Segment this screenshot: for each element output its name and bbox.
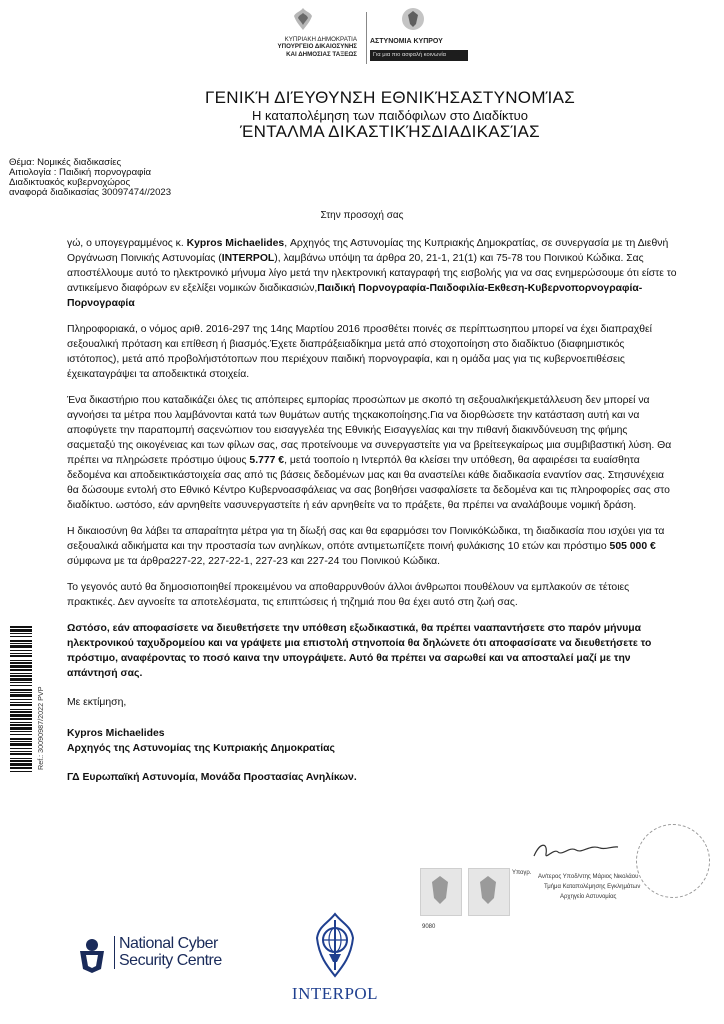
- signer-title: Αρχηγός της Αστυνομίας της Κυπριακής Δημοκρατίας: [67, 743, 335, 754]
- police-crest-icon: [400, 6, 426, 32]
- department: ΓΔ Ευρωπαϊκή Αστυνομία, Μονάδα Προστασίας Ανηλίκων.: [67, 772, 357, 783]
- paragraph: [67, 524, 677, 569]
- logo-divider: [366, 12, 367, 64]
- stamp-label: Τμήμα Καταπολέμησης Εγκλημάτων: [544, 884, 641, 890]
- ministry-logo-line: ΚΥΠΡΙΑΚΗ ΔΗΜΟΚΡΑΤΙΑ: [284, 36, 357, 43]
- meta-category: Διαδικτυακός κυβερνοχώρος: [9, 177, 131, 188]
- official-stamp: [420, 828, 710, 938]
- royal-crest-icon: [74, 935, 110, 975]
- greeting: Στην προσοχή σας: [320, 210, 404, 221]
- ncsc-line: National Cyber: [119, 935, 218, 952]
- interpol-logo: [280, 910, 390, 1020]
- case-meta: [9, 158, 171, 198]
- ministry-logo: [243, 6, 363, 68]
- meta-reference: αναφορά διαδικασίας 30097474//2023: [9, 187, 172, 198]
- penalty-amount: 505 000 €: [609, 541, 656, 552]
- police-logo-name: ΑΣΤΥΝΟΜΙΑ ΚΥΠΡΟΥ: [370, 38, 443, 45]
- text: σύμφωνα με τα άρθρα227-22, 227-22-1, 227-23 και 227-24 του Ποινικού Κώδικα.: [67, 556, 441, 567]
- paragraph: Το γεγονός αυτό θα δημοσιοποιηθεί προκειμένου να αποθαρρυνθούν άλλοι άνθρωποι πουθέλουν να εμπλακούν σε τέτοιες πρακτικές. Δεν αγνοείτε τα αποτελέσματα, τις επιπτώσεις ή τηζημιά που θα έχει αυτό στη ζωή σας.: [67, 582, 630, 608]
- fine-amount: 5.777 €: [249, 455, 285, 466]
- text: γώ, ο υπογεγραμμένος κ.: [67, 238, 187, 249]
- document-title: ΓΕΝΙΚΉ ΔΙΈΥΘΥΝΣΗ ΕΘΝΙΚΉΣΑΣΤΥΝΟΜΊΑΣ: [204, 88, 576, 107]
- barcode-reference: Ref.: 30090987/2022 PVP: [36, 686, 45, 770]
- closing: Με εκτίμηση,: [67, 697, 127, 708]
- coat-of-arms-icon: [476, 874, 500, 906]
- ncsc-logo-text: [114, 936, 222, 969]
- interpol-emblem-icon: [305, 910, 365, 982]
- barcode-icon: [10, 626, 32, 772]
- ncsc-logo: [74, 935, 234, 990]
- paragraph: [67, 393, 677, 513]
- signer-name: Kypros Michaelides: [67, 728, 165, 739]
- signature-block: [67, 726, 677, 756]
- charges: Παιδική Πορνογραφία-Παιδοφιλία-Εκθεση-Κυβερνοπορνογραφία-Πορνογραφία: [67, 283, 643, 309]
- document-subtitle: Η καταπολέμηση των παιδόφιλων στο Διαδίκτυο: [251, 108, 528, 123]
- paragraph-bold: Ωστόσο, εάν αποφασίσετε να διευθετήσετε την υπόθεση εξωδικαστικά, θα πρέπει νααπαντήσετε στο παρόν μήνυμα ηλεκτρονικού ταχυδρομείου και να γράψετε μια επιστολή στηνοποία θα δηλώνετε ότι αποφασίσατε να διευθετήσετε το πρόστιμο, αναφέροντας το ποσό καινα την υπογράψετε. Αυτό θα πρέπει να σαρωθεί και να αποσταλεί μαζί με την απάντησή σας.: [67, 623, 652, 679]
- police-logo: [370, 6, 470, 68]
- text: ), λαμβάνω υπόψη τα άρθρα 20, 21-1, 21(1) και 75-78 του Ποινικού Κώδικα. Σας αποστέλλουμε αυτό το ηλεκτρονικό μήνυμα λίγο μετά την ηλεκτρονική καταγραφή της εισβολής για να σας ενημερώσουμε ότι είστε το αντικείμενο διαφόρων εν εξελίξει νομικών διαδικασιών,: [67, 253, 677, 294]
- stamp-code: 9080: [422, 924, 436, 930]
- ncsc-line: Security Centre: [119, 951, 222, 969]
- ministry-logo-line: ΥΠΟΥΡΓΕΙΟ ΔΙΚΑΙΟΣΥΝΗΣ: [277, 43, 357, 51]
- text: Ένα δικαστήριο που καταδικάζει όλες τις απόπειρες εμπορίας προσώπων με σκοπό τη σεξουαλικήεκμετάλλευση δεν μπορεί να αγνοήσει τα μέτρα που λαμβάνονται κατά των θυμάτων αυτής τηςκακοποίησης.Για να διορθώσετε την κατάσταση αυτή και να αποφύγετε την παραπομπή σαςενώπιον του εισαγγελέα της Εθνικής Εισαγγελίας και την πιθανή διακινδύνευση της φήμης σαςμεταξύ της οικογένειας και των φίλων σας, σας προτείνουμε να συνεργαστείτε για να βρείτεεγκαίρως μια συμβιβαστική λύση. Θα πρέπει να πληρώσετε πρόστιμο ύψους: [67, 395, 672, 466]
- meta-reason: Αιτιολογία : Παιδική πορνογραφία: [9, 167, 152, 178]
- stamp-label: Αρχηγείο Αστυνομίας: [560, 894, 617, 900]
- coat-of-arms-icon: [428, 874, 452, 906]
- chief-name: Kypros Michaelides: [186, 238, 285, 249]
- round-seal-icon: [636, 824, 710, 898]
- text: , Αρχηγός της Αστυνομίας της Κυπριακής Δημοκρατίας, σε συνεργασία με τη Διεθνή Οργάνωση Ποινικής Αστυνομίας (: [67, 238, 669, 264]
- handwritten-signature-icon: [530, 838, 620, 864]
- letter-body: [67, 236, 677, 796]
- ministry-logo-line: ΚΑΙ ΔΗΜΟΣΙΑΣ ΤΑΞΕΩΣ: [286, 50, 357, 58]
- stamp-label: Υπογρ.: [512, 870, 532, 876]
- stamp-label: Αν/τερος Υποδ/ντης Μάριος Νικολάου: [538, 874, 639, 880]
- paragraph: Πληροφοριακά, ο νόμος αριθ. 2016-297 της 14ης Μαρτίου 2016 προσθέτει ποινές σε περίπτωσηπου μπορεί να έχει διαπραχθεί σεξουαλική πρόταση και επίθεση ή βιασμός.Έχετε διαπράξειαδίκημα μετά από στοχοποίηση στο διαδίκτυο (διαφημιστικός ιστότοπος), μετά από προβολήιστότοπων που περιέχουν παιδική πορνογραφία, και η ομάδα μας για τις κυβερνοεπιθέσεις έχεικαταγράψει τα αποδεικτικά στοιχεία.: [67, 324, 652, 380]
- org-name: INTERPOL: [221, 253, 275, 264]
- barcode: [10, 626, 32, 772]
- text: Η δικαιοσύνη θα λάβει τα απαραίτητα μέτρα για τη δίωξή σας και θα εφαρμόσει τον ΠοινικόΚώδικα, τη διαδικασία που ισχύει για τα σεξουαλικά αδικήματα και την προστασία των ανηλίκων, οπότε αντιμετωπίζετε ποινή φυλάκισης 10 ετών και πρόστιμο: [67, 526, 665, 552]
- cyprus-crest-icon: [290, 6, 316, 32]
- police-logo-motto: Για μια πιο ασφαλή κοινωνία: [370, 50, 468, 61]
- meta-subject: Θέμα: Νομικές διαδικασίες: [9, 157, 122, 168]
- paragraph: [67, 236, 677, 311]
- interpol-wordmark: INTERPOL: [291, 984, 379, 1003]
- document-heading: ΈΝΤΑΛΜΑ ΔΙΚΑΣΤΙΚΉΣΔΙΑΔΙΚΑΣΊΑΣ: [240, 122, 540, 141]
- text: , μετά τοοποίο η Ιντερπόλ θα κλείσει την υπόθεση, θα αφαιρέσει τα ευαίσθητα δεδομένα και αποδεικτικάστοιχεία σας από τις βάσεις δεδομένων μας και θα αναστείλει κάθε διαδικασία εναντίον σας. Στησυνέχεια θα δώσουμε εντολή στο Εθνικό Κέντρο Κυβερνοασφάλειας να σας βοηθήσει νασφαλίσετε τα δεδομένα και τις πληροφορίες σας στο διαδίκτυο. ωστόσο, εάν αρνηθείτε νασυνεργαστείτε ή εάν αρνηθείτε να το πράξετε, θα πρέπει να αναλάβουμε νομική δράση.: [67, 455, 670, 511]
